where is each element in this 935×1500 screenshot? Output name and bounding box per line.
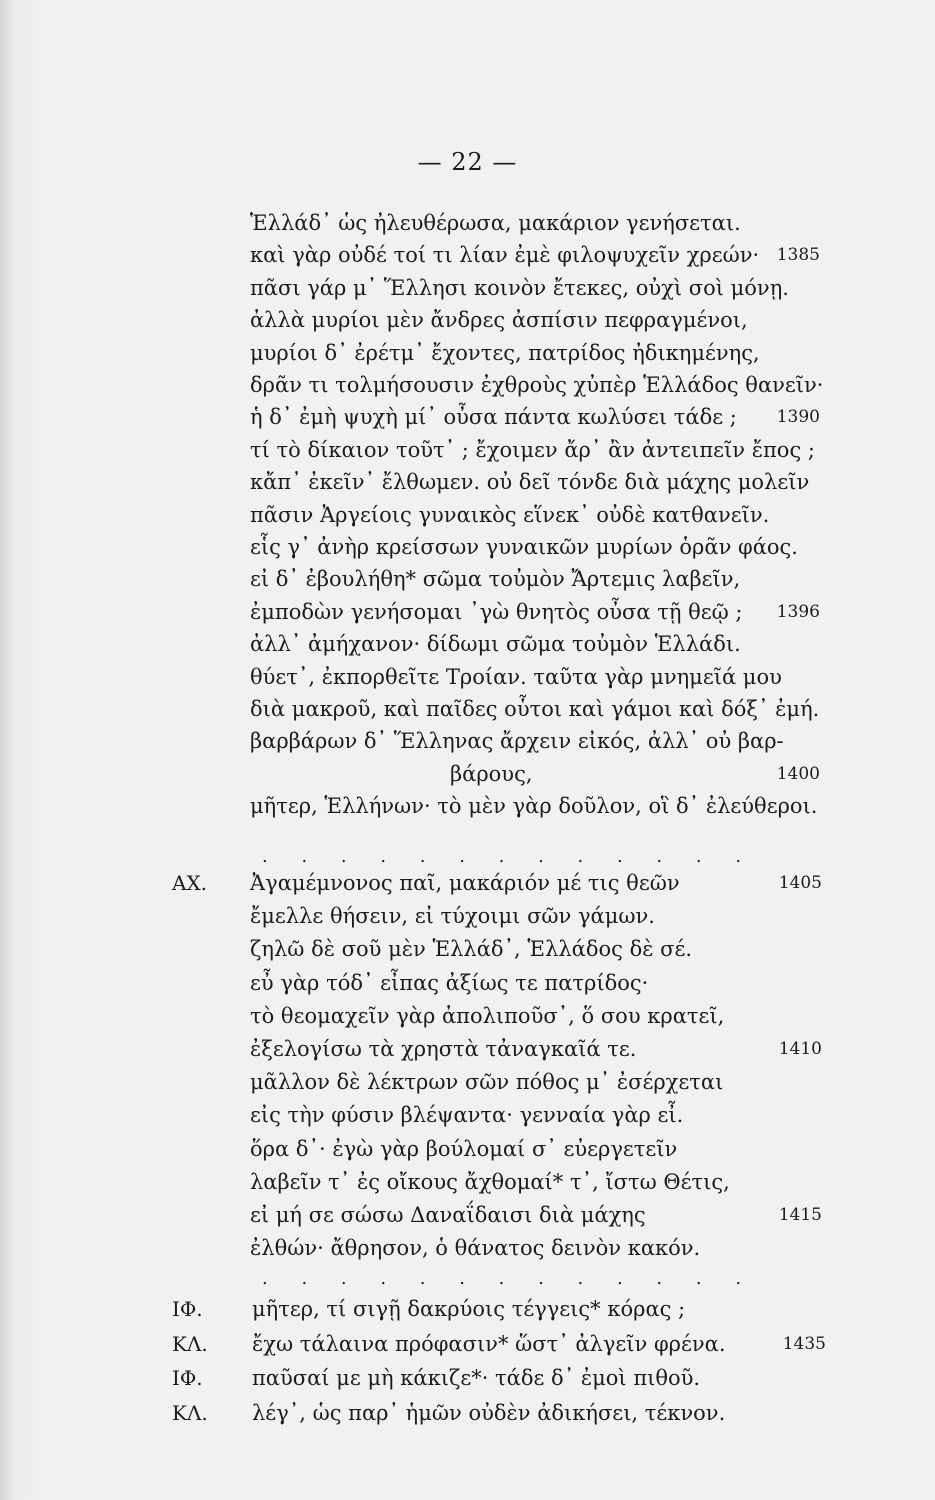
verse-text-line: εἰς τὴν φύσιν βλέψαντα· γενναία γὰρ εἶ. bbox=[250, 1103, 684, 1128]
verse-line bbox=[0, 999, 935, 1033]
speaker-label: ΙΦ. bbox=[172, 1366, 203, 1390]
verse-line bbox=[0, 1361, 935, 1395]
verse-text-line: ἐξελογίσω τὰ χρηστὰ τἀναγκαῖά τε. bbox=[250, 1037, 637, 1061]
verse-text-line: ἐμποδὼν γενήσομαι ᾽γὼ θνητὸς οὖσα τῇ θεῷ ; bbox=[250, 599, 743, 624]
verse-text-line: κἄπ᾽ ἐκεῖν᾽ ἔλθωμεν. οὐ δεῖ τόνδε διὰ μάχης μολεῖν bbox=[250, 470, 810, 495]
page-number: — 22 — bbox=[417, 148, 518, 176]
line-number: 1435 bbox=[782, 1333, 826, 1354]
line-number: 1400 bbox=[776, 763, 820, 784]
verse-line bbox=[0, 303, 935, 337]
verse-line bbox=[0, 899, 935, 933]
line-number: 1405 bbox=[778, 873, 822, 893]
verse-line bbox=[0, 433, 935, 467]
line-number: 1415 bbox=[778, 1205, 822, 1225]
verse-line bbox=[0, 530, 935, 564]
omission-dots: . . . . . . . . . . . . . bbox=[262, 1268, 756, 1289]
speaker-label: ΙΦ. bbox=[172, 1297, 203, 1321]
verse-line bbox=[0, 1098, 935, 1132]
omission-line bbox=[0, 1262, 935, 1296]
verse-line bbox=[0, 400, 935, 434]
verse-line bbox=[0, 1032, 935, 1066]
verse-text-line: θύετ᾽, ἐκπορθεῖτε Τροίαν. ταῦτα γὰρ μνημεῖά μου bbox=[250, 664, 782, 689]
verse-line bbox=[0, 966, 935, 1000]
verse-text-line: βαρβάρων δ᾽ Ἕλληνας ἄρχειν εἰκός, ἀλλ᾽ οὐ βαρ- bbox=[250, 729, 784, 754]
verse-line bbox=[0, 627, 935, 661]
omission-dots: . . . . . . . . . . . . . bbox=[262, 846, 756, 867]
verse-text-line: ἔχω τάλαινα πρόφασιν* ὥστ᾽ ἀλγεῖν φρένα. bbox=[252, 1331, 726, 1356]
verse-line bbox=[0, 692, 935, 726]
verse-line bbox=[0, 1231, 935, 1265]
verse-line bbox=[0, 206, 935, 240]
line-number: 1385 bbox=[776, 245, 820, 266]
verse-text-line: μῆτερ, τί σιγῇ δακρύοις τέγγεις* κόρας ; bbox=[252, 1297, 686, 1321]
verse-line bbox=[0, 866, 935, 900]
verse-text-line: παῦσαί με μὴ κάκιζε*· τάδε δ᾽ ἐμοὶ πιθοῦ. bbox=[252, 1366, 701, 1390]
verse-line bbox=[0, 1292, 935, 1326]
verse-text-line: μυρίοι δ᾽ ἐρέτμ᾽ ἔχοντες, πατρίδος ἠδικημένης, bbox=[250, 340, 760, 365]
verse-text-line: ἔμελλε θήσειν, εἰ τύχοιμι σῶν γάμων. bbox=[250, 904, 655, 929]
verse-line bbox=[0, 1327, 935, 1361]
line-number: 1396 bbox=[776, 601, 820, 622]
verse-line bbox=[0, 932, 935, 966]
verse-text-line: εἰ μή σε σώσω Δαναΐδαισι διὰ μάχης bbox=[250, 1203, 646, 1227]
verse-line bbox=[0, 498, 935, 532]
verse-text-line: ἡ δ᾽ ἐμὴ ψυχὴ μί᾽ οὖσα πάντα κωλύσει τάδε ; bbox=[250, 405, 737, 430]
verse-line bbox=[0, 660, 935, 694]
verse-text-line: λαβεῖν τ᾽ ἐς οἴκους ἄχθομαί* τ᾽, ἴστω Θέτις, bbox=[250, 1169, 730, 1194]
verse-line bbox=[0, 1198, 935, 1232]
verse-text-line: τί τὸ δίκαιον τοῦτ᾽ ; ἔχοιμεν ἄρ᾽ ἂν ἀντειπεῖν ἔπος ; bbox=[250, 437, 815, 462]
verse-text-line: μᾶλλον δὲ λέκτρων σῶν πόθος μ᾽ ἐσέρχεται bbox=[250, 1070, 724, 1095]
verse-text-line: ὅρα δ᾽· ἐγὼ γὰρ βούλομαί σ᾽ εὐεργετεῖν bbox=[250, 1136, 678, 1161]
verse-text-line: μῆτερ, Ἑλλήνων· τὸ μὲν γὰρ δοῦλον, οἳ δ᾽ ἐλεύθεροι. bbox=[250, 794, 818, 819]
verse-text-line: διὰ μακροῦ, καὶ παῖδες οὗτοι καὶ γάμοι καὶ δόξ᾽ ἐμή. bbox=[250, 697, 820, 721]
verse-line bbox=[0, 1396, 935, 1430]
verse-text-line: πᾶσι γάρ μ᾽ Ἕλλησι κοινὸν ἔτεκες, οὐχὶ σοὶ μόνῃ. bbox=[250, 275, 789, 300]
verse-line bbox=[0, 562, 935, 596]
line-number: 1410 bbox=[778, 1039, 822, 1059]
verse-text-line: τὸ θεομαχεῖν γὰρ ἀπολιποῦσ᾽, ὅ σου κρατεῖ, bbox=[250, 1003, 725, 1028]
verse-text-line: καὶ γὰρ οὐδέ τοί τι λίαν ἐμὲ φιλοψυχεῖν χρεών· bbox=[250, 243, 760, 268]
verse-text-line: βάρους, bbox=[450, 761, 533, 786]
verse-line bbox=[0, 1165, 935, 1199]
verse-line bbox=[0, 724, 935, 758]
speaker-label: ΑΧ. bbox=[172, 871, 208, 895]
verse-line bbox=[0, 271, 935, 305]
verse-text-line: δρᾶν τι τολμήσουσιν ἐχθροὺς χὐπὲρ Ἑλλάδος θανεῖν· bbox=[250, 373, 824, 397]
verse-text-line: πᾶσιν Ἀργείοις γυναικὸς εἵνεκ᾽ οὐδὲ κατθανεῖν. bbox=[250, 502, 770, 527]
verse-text-line: ἐλθών· ἄθρησον, ὁ θάνατος δεινὸν κακόν. bbox=[250, 1236, 701, 1261]
speaker-label: ΚΛ. bbox=[172, 1331, 208, 1356]
verse-text-line: ἀλλὰ μυρίοι μὲν ἄνδρες ἀσπίσιν πεφραγμένοι, bbox=[250, 308, 748, 333]
verse-line bbox=[0, 336, 935, 370]
verse-text-line: ἀλλ᾽ ἀμήχανον· δίδωμι σῶμα τοὐμὸν Ἑλλάδι. bbox=[250, 632, 741, 657]
verse-text-line: ζηλῶ δὲ σοῦ μὲν Ἑλλάδ᾽, Ἑλλάδος δὲ σέ. bbox=[250, 937, 693, 962]
verse-line bbox=[0, 238, 935, 272]
verse-text-line: Ἀγαμέμνονος παῖ, μακάριόν μέ τις θεῶν bbox=[250, 871, 680, 895]
verse-text-line: εἰ δ᾽ ἐβουλήθη* σῶμα τοὐμὸν Ἄρτεμις λαβεῖν, bbox=[250, 567, 741, 592]
verse-line bbox=[0, 1065, 935, 1099]
verse-line bbox=[0, 789, 935, 823]
verse-line bbox=[0, 368, 935, 402]
speaker-label: ΚΛ. bbox=[172, 1400, 208, 1425]
verse-line bbox=[0, 1132, 935, 1166]
verse-text-line: Ἑλλάδ᾽ ὡς ἠλευθέρωσα, μακάριον γενήσεται. bbox=[250, 211, 741, 235]
verse-line bbox=[0, 595, 935, 629]
verse-text-line: εὖ γὰρ τόδ᾽ εἶπας ἀξίως τε πατρίδος· bbox=[250, 970, 649, 995]
line-number: 1390 bbox=[776, 407, 820, 428]
verse-line bbox=[0, 757, 935, 791]
verse-text-line: λέγ᾽, ὡς παρ᾽ ἡμῶν οὐδὲν ἀδικήσει, τέκνον. bbox=[252, 1400, 726, 1425]
verse-line bbox=[0, 465, 935, 499]
verse-text-line: εἷς γ᾽ ἀνὴρ κρείσσων γυναικῶν μυρίων ὁρᾶν φάος. bbox=[250, 535, 798, 559]
